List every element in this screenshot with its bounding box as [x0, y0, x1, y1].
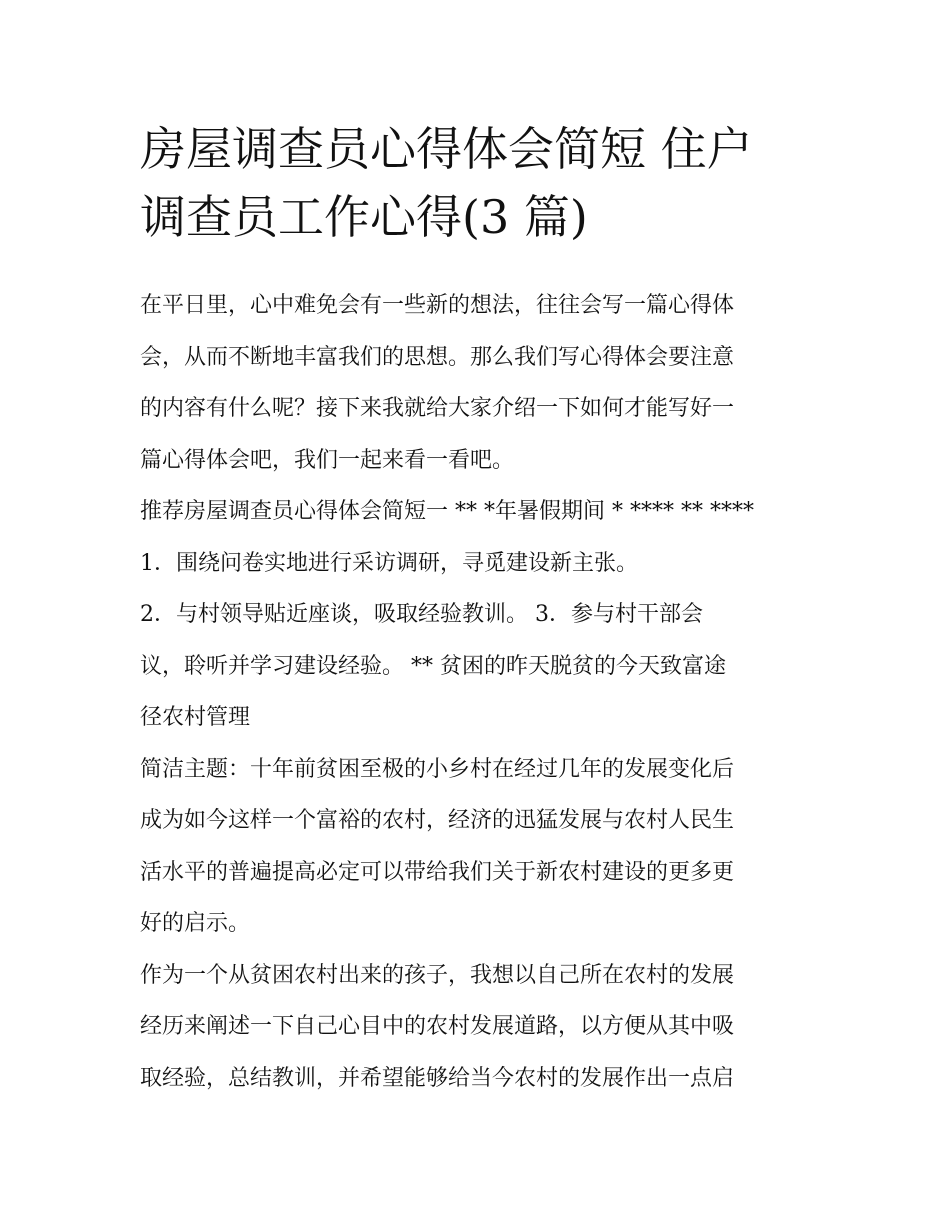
body-line: 2．与村领导贴近座谈，吸取经验教训。 3．参与村干部会 [140, 602, 703, 627]
body-line: 推荐房屋调查员心得体会简短一 ** *年暑假期间 * **** ** **** [140, 499, 754, 524]
body-line: 议，聆听并学习建设经验。 ** 贫困的昨天脱贫的今天致富途 [140, 653, 726, 679]
body-line: 取经验，总结教训，并希望能够给当今农村的发展作出一点启 [140, 1065, 735, 1091]
body-line: 经历来阐述一下自己心目中的农村发展道路，以方便从其中吸 [140, 1014, 735, 1039]
body-line: 作为一个从贫困农村出来的孩子，我想以自己所在农村的发展 [140, 962, 735, 988]
document-body [140, 280, 820, 1104]
title-line: 调查员工作心得(3 篇) [140, 190, 588, 244]
body-line: 1．围绕问卷实地进行采访调研，寻觅建设新主张。 [140, 550, 638, 576]
body-line: 的内容有什么呢？接下来我就给大家介绍一下如何才能写好一 [140, 396, 735, 421]
page-title [140, 115, 830, 251]
title-line: 房屋调查员心得体会简短 住户 [140, 122, 753, 176]
body-line: 径农村管理 [140, 705, 251, 730]
body-line: 好的启示。 [140, 911, 251, 936]
body-line: 会，从而不断地丰富我们的思想。那么我们写心得体会要注意 [140, 344, 735, 370]
body-line: 成为如今这样一个富裕的农村，经济的迅猛发展与农村人民生 [140, 808, 735, 833]
body-line: 活水平的普遍提高必定可以带给我们关于新农村建设的更多更 [140, 859, 735, 885]
body-line: 简洁主题：十年前贫困至极的小乡村在经过几年的发展变化后 [140, 756, 735, 782]
body-line: 在平日里，心中难免会有一些新的想法，往往会写一篇心得体 [140, 293, 735, 318]
body-line: 篇心得体会吧，我们一起来看一看吧。 [140, 447, 515, 473]
